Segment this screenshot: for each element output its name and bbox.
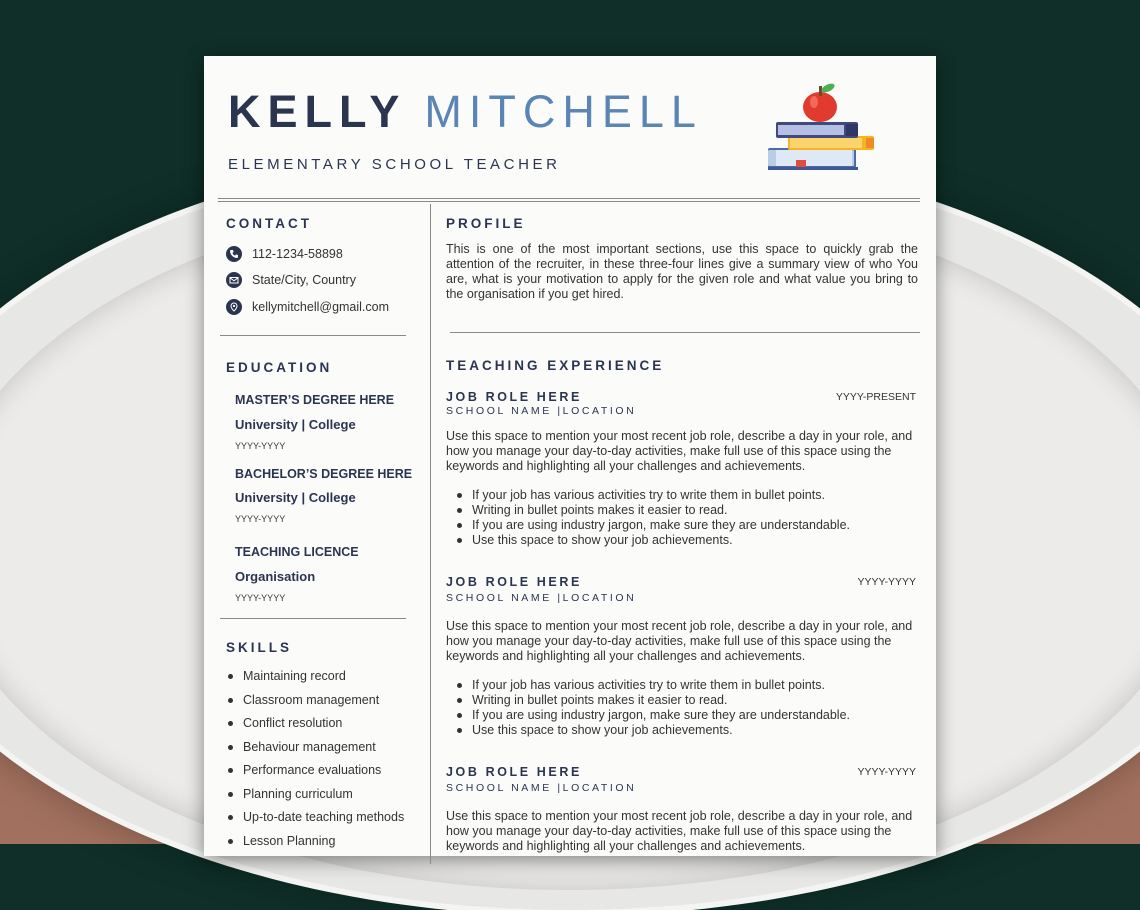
job-description: Use this space to mention your most recent job role, describe a day in your role, and how you manage your day-to-day activities, make full use of this space using the keywords and highlighting all your challenges and achievements. <box>446 809 913 853</box>
job-bullet: Writing in bullet points makes it easier to read. <box>456 693 850 708</box>
last-name: MITCHELL <box>424 86 703 137</box>
job-bullet: If your job has various activities try to write them in bullet points. <box>456 488 850 503</box>
profile-heading: PROFILE <box>446 216 526 231</box>
contact-email <box>226 298 389 316</box>
contact-rule <box>220 335 406 336</box>
email-text[interactable]: kellymitchell@gmail.com <box>252 300 390 314</box>
job-bullet: If you are using industry jargon, make sure they are understandable. <box>456 708 850 723</box>
candidate-name <box>228 86 703 138</box>
job-description: Use this space to mention your most recent job role, describe a day in your role, and how you manage your day-to-day activities, make full use of this space using the keywords and highlighting all your challenges and achievements. <box>446 619 913 663</box>
job-date: YYYY-YYYY <box>857 576 916 588</box>
job-bullet: Use this space to show your job achievements. <box>456 533 850 548</box>
job-date: YYYY-YYYY <box>857 766 916 778</box>
contact-phone <box>226 245 343 263</box>
skill-item: Planning curriculum <box>226 786 404 810</box>
apple-books-icon <box>766 80 878 176</box>
job-school: SCHOOL NAME |LOCATION <box>446 592 637 604</box>
education-degree: TEACHING LICENCE <box>235 545 359 559</box>
education-institution: University | College <box>235 490 356 505</box>
first-name: KELLY <box>228 86 407 137</box>
envelope-icon <box>226 272 242 288</box>
education-date: YYYY-YYYY <box>235 593 286 603</box>
contact-location <box>226 271 356 289</box>
profile-text: This is one of the most important sections, use this space to quickly grab the attention of the recruiter, in these three-four lines give a summary view of who You are, what is your motivation to apply for the given role and what value you bring to the organisation if you get hired. <box>446 242 918 301</box>
education-degree: BACHELOR’S DEGREE HERE <box>235 467 413 481</box>
job-school: SCHOOL NAME |LOCATION <box>446 405 637 417</box>
profile-rule <box>450 332 920 333</box>
skill-item: Up-to-date teaching methods <box>226 809 404 833</box>
skill-item: Behaviour management <box>226 739 404 763</box>
map-pin-icon <box>226 299 242 315</box>
job-bullet: Use this space to show your job achievements. <box>456 723 850 738</box>
job-role: JOB ROLE HERE <box>446 765 582 779</box>
contact-heading: CONTACT <box>226 216 312 231</box>
skills-heading: SKILLS <box>226 640 293 655</box>
job-role: JOB ROLE HERE <box>446 390 582 404</box>
skill-item: Conflict resolution <box>226 715 404 739</box>
job-role: JOB ROLE HERE <box>446 575 582 589</box>
education-institution: University | College <box>235 417 356 432</box>
phone-icon <box>226 246 242 262</box>
education-heading: EDUCATION <box>226 360 333 375</box>
job-bullet: If your job has various activities try to write them in bullet points. <box>456 678 850 693</box>
skill-item: Lesson Planning <box>226 833 404 857</box>
skill-item: Maintaining record <box>226 668 404 692</box>
location-text: State/City, Country <box>252 273 356 287</box>
job-bullet: Writing in bullet points makes it easier to read. <box>456 503 850 518</box>
header-rule <box>218 198 920 199</box>
job-title-subtitle: ELEMENTARY SCHOOL TEACHER <box>228 156 561 173</box>
skill-item: Performance evaluations <box>226 762 404 786</box>
job-description: Use this space to mention your most recent job role, describe a day in your role, and how you manage your day-to-day activities, make full use of this space using the keywords and highlighting all your challenges and achievements. <box>446 429 913 473</box>
job-bullet: If you are using industry jargon, make sure they are understandable. <box>456 518 850 533</box>
resume-page <box>204 56 936 856</box>
education-institution: Organisation <box>235 569 316 584</box>
job-bullets <box>456 678 850 738</box>
phone-text: 112-1234-58898 <box>252 247 343 261</box>
education-date: YYYY-YYYY <box>235 514 286 524</box>
column-divider <box>430 204 431 864</box>
education-rule <box>220 618 406 619</box>
header-rule-double <box>218 201 920 202</box>
job-bullets <box>456 488 850 548</box>
job-date: YYYY-PRESENT <box>835 391 916 403</box>
skill-item: Classroom management <box>226 692 404 716</box>
education-degree: MASTER’S DEGREE HERE <box>235 393 395 407</box>
skills-list <box>226 668 404 856</box>
experience-heading: TEACHING EXPERIENCE <box>446 358 665 373</box>
job-school: SCHOOL NAME |LOCATION <box>446 782 637 794</box>
education-date: YYYY-YYYY <box>235 441 286 451</box>
